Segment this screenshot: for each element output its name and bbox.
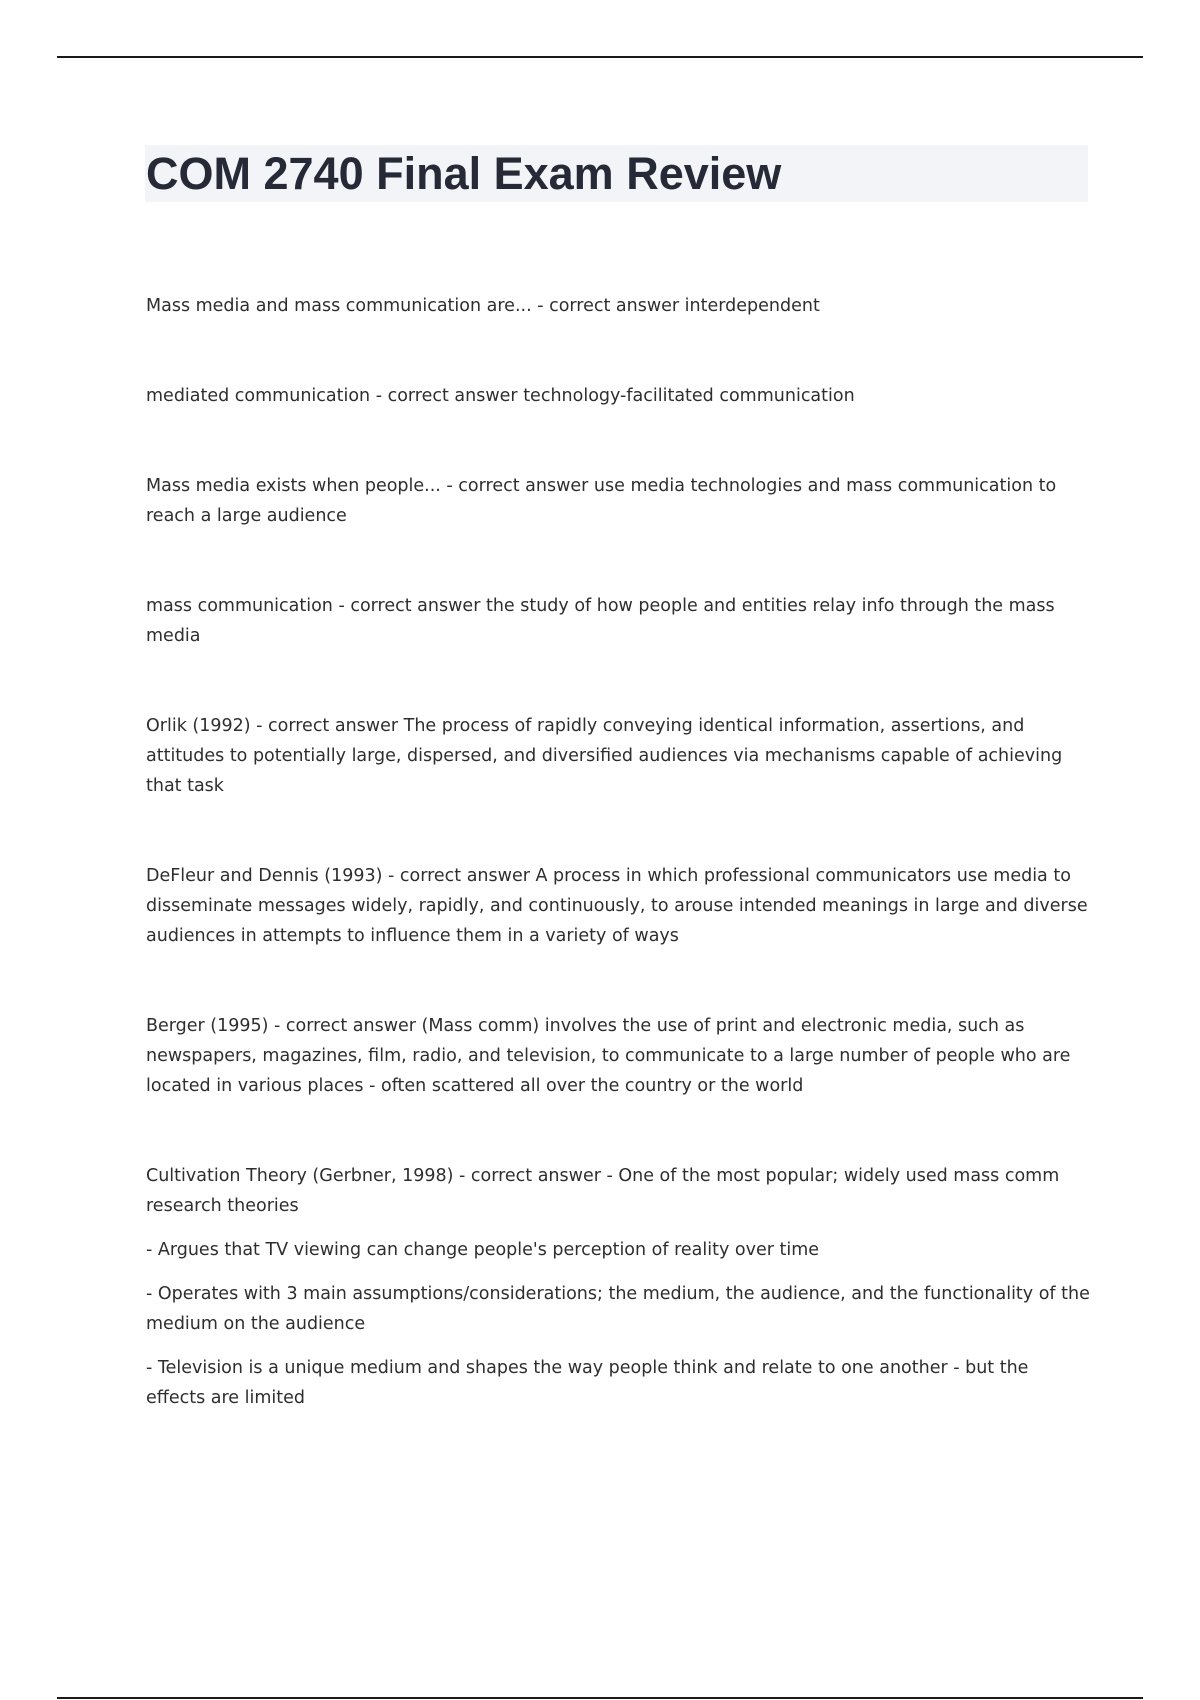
flashcard-entry bbox=[146, 861, 1091, 951]
flashcard-text: Orlik (1992) - correct answer The process of rapidly conveying identical information, assertions, and attitudes to potentially large, dispersed, and diversified audiences via mechanisms capable of achieving that task bbox=[146, 716, 1063, 796]
top-divider bbox=[57, 56, 1143, 58]
flashcard-text: Mass media and mass communication are... - correct answer interdependent bbox=[146, 296, 820, 316]
flashcard-list bbox=[146, 291, 1091, 1473]
page-title: COM 2740 Final Exam Review bbox=[146, 148, 782, 199]
flashcard-text: Cultivation Theory (Gerbner, 1998) - correct answer - One of the most popular; widely used mass comm research theories bbox=[146, 1166, 1060, 1216]
bullet-point: - Television is a unique medium and shapes the way people think and relate to one another - but the effects are limited bbox=[146, 1358, 1029, 1408]
flashcard-entry bbox=[146, 471, 1091, 531]
flashcard-entry bbox=[146, 711, 1091, 801]
bullet-point: - Argues that TV viewing can change people's perception of reality over time bbox=[146, 1240, 820, 1260]
flashcard-text: Berger (1995) - correct answer (Mass comm) involves the use of print and electronic media, such as newspapers, magazines, film, radio, and television, to communicate to a large number of people who are located in various places - often scattered all over the country or the world bbox=[146, 1016, 1071, 1096]
flashcard-entry bbox=[146, 591, 1091, 651]
flashcard-entry bbox=[146, 1011, 1091, 1101]
flashcard-entry-cultivation-theory bbox=[146, 1161, 1091, 1413]
flashcard-text: mediated communication - correct answer technology-facilitated communication bbox=[146, 386, 855, 406]
bullet-point: - Operates with 3 main assumptions/considerations; the medium, the audience, and the functionality of the medium on the audience bbox=[146, 1284, 1090, 1334]
flashcard-text: DeFleur and Dennis (1993) - correct answer A process in which professional communicators use media to disseminate messages widely, rapidly, and continuously, to arouse intended meanings in large and diverse audiences in attempts to influence them in a variety of ways bbox=[146, 866, 1088, 946]
flashcard-text: Mass media exists when people... - correct answer use media technologies and mass communication to reach a large audience bbox=[146, 476, 1057, 526]
flashcard-entry bbox=[146, 291, 1091, 321]
flashcard-entry bbox=[146, 381, 1091, 411]
flashcard-text: mass communication - correct answer the study of how people and entities relay info through the mass media bbox=[146, 596, 1055, 646]
bottom-divider bbox=[57, 1697, 1143, 1699]
